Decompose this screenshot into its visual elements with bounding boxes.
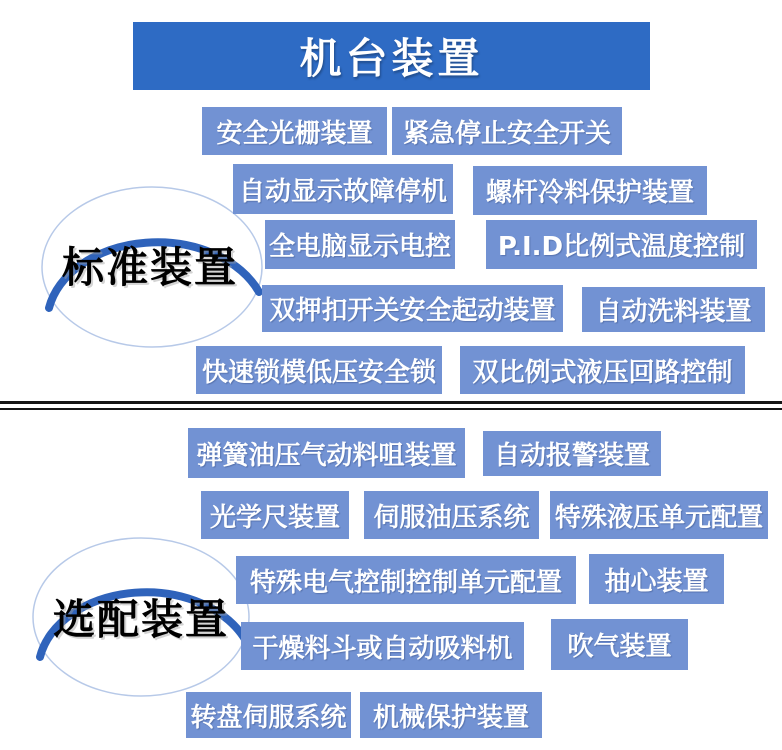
device-box: 自动显示故障停机 [233, 164, 453, 214]
device-box: 吹气装置 [551, 619, 688, 670]
diagram-title: 机台装置 [133, 22, 650, 90]
optional-group-label: 选配装置 [52, 595, 229, 644]
device-box: 干燥料斗或自动吸料机 [241, 622, 524, 670]
device-box: 光学尺装置 [201, 491, 349, 539]
device-box: 快速锁模低压安全锁 [196, 346, 442, 394]
device-box: 特殊液压单元配置 [550, 491, 768, 539]
device-box: 双押扣开关安全起动装置 [262, 285, 563, 332]
device-box: 自动洗料装置 [582, 287, 765, 332]
device-box: 双比例式液压回路控制 [460, 346, 745, 394]
device-box: 伺服油压系统 [364, 491, 539, 539]
device-box: 转盘伺服系统 [186, 692, 351, 738]
device-box: 机械保护装置 [360, 692, 542, 738]
device-box: 自动报警装置 [483, 431, 661, 476]
device-box: 全电脑显示电控 [265, 220, 455, 269]
section-divider [0, 401, 782, 410]
device-box: 特殊电气控制控制单元配置 [236, 556, 576, 604]
device-box: 紧急停止安全开关 [392, 107, 622, 155]
device-box: 弹簧油压气动料咀装置 [188, 428, 465, 478]
device-box: P.I.D比例式温度控制 [486, 220, 757, 269]
device-box: 螺杆冷料保护装置 [473, 166, 707, 215]
device-box: 安全光栅装置 [202, 107, 387, 155]
device-box: 抽心装置 [589, 554, 724, 604]
standard-group-label: 标准装置 [61, 243, 238, 292]
